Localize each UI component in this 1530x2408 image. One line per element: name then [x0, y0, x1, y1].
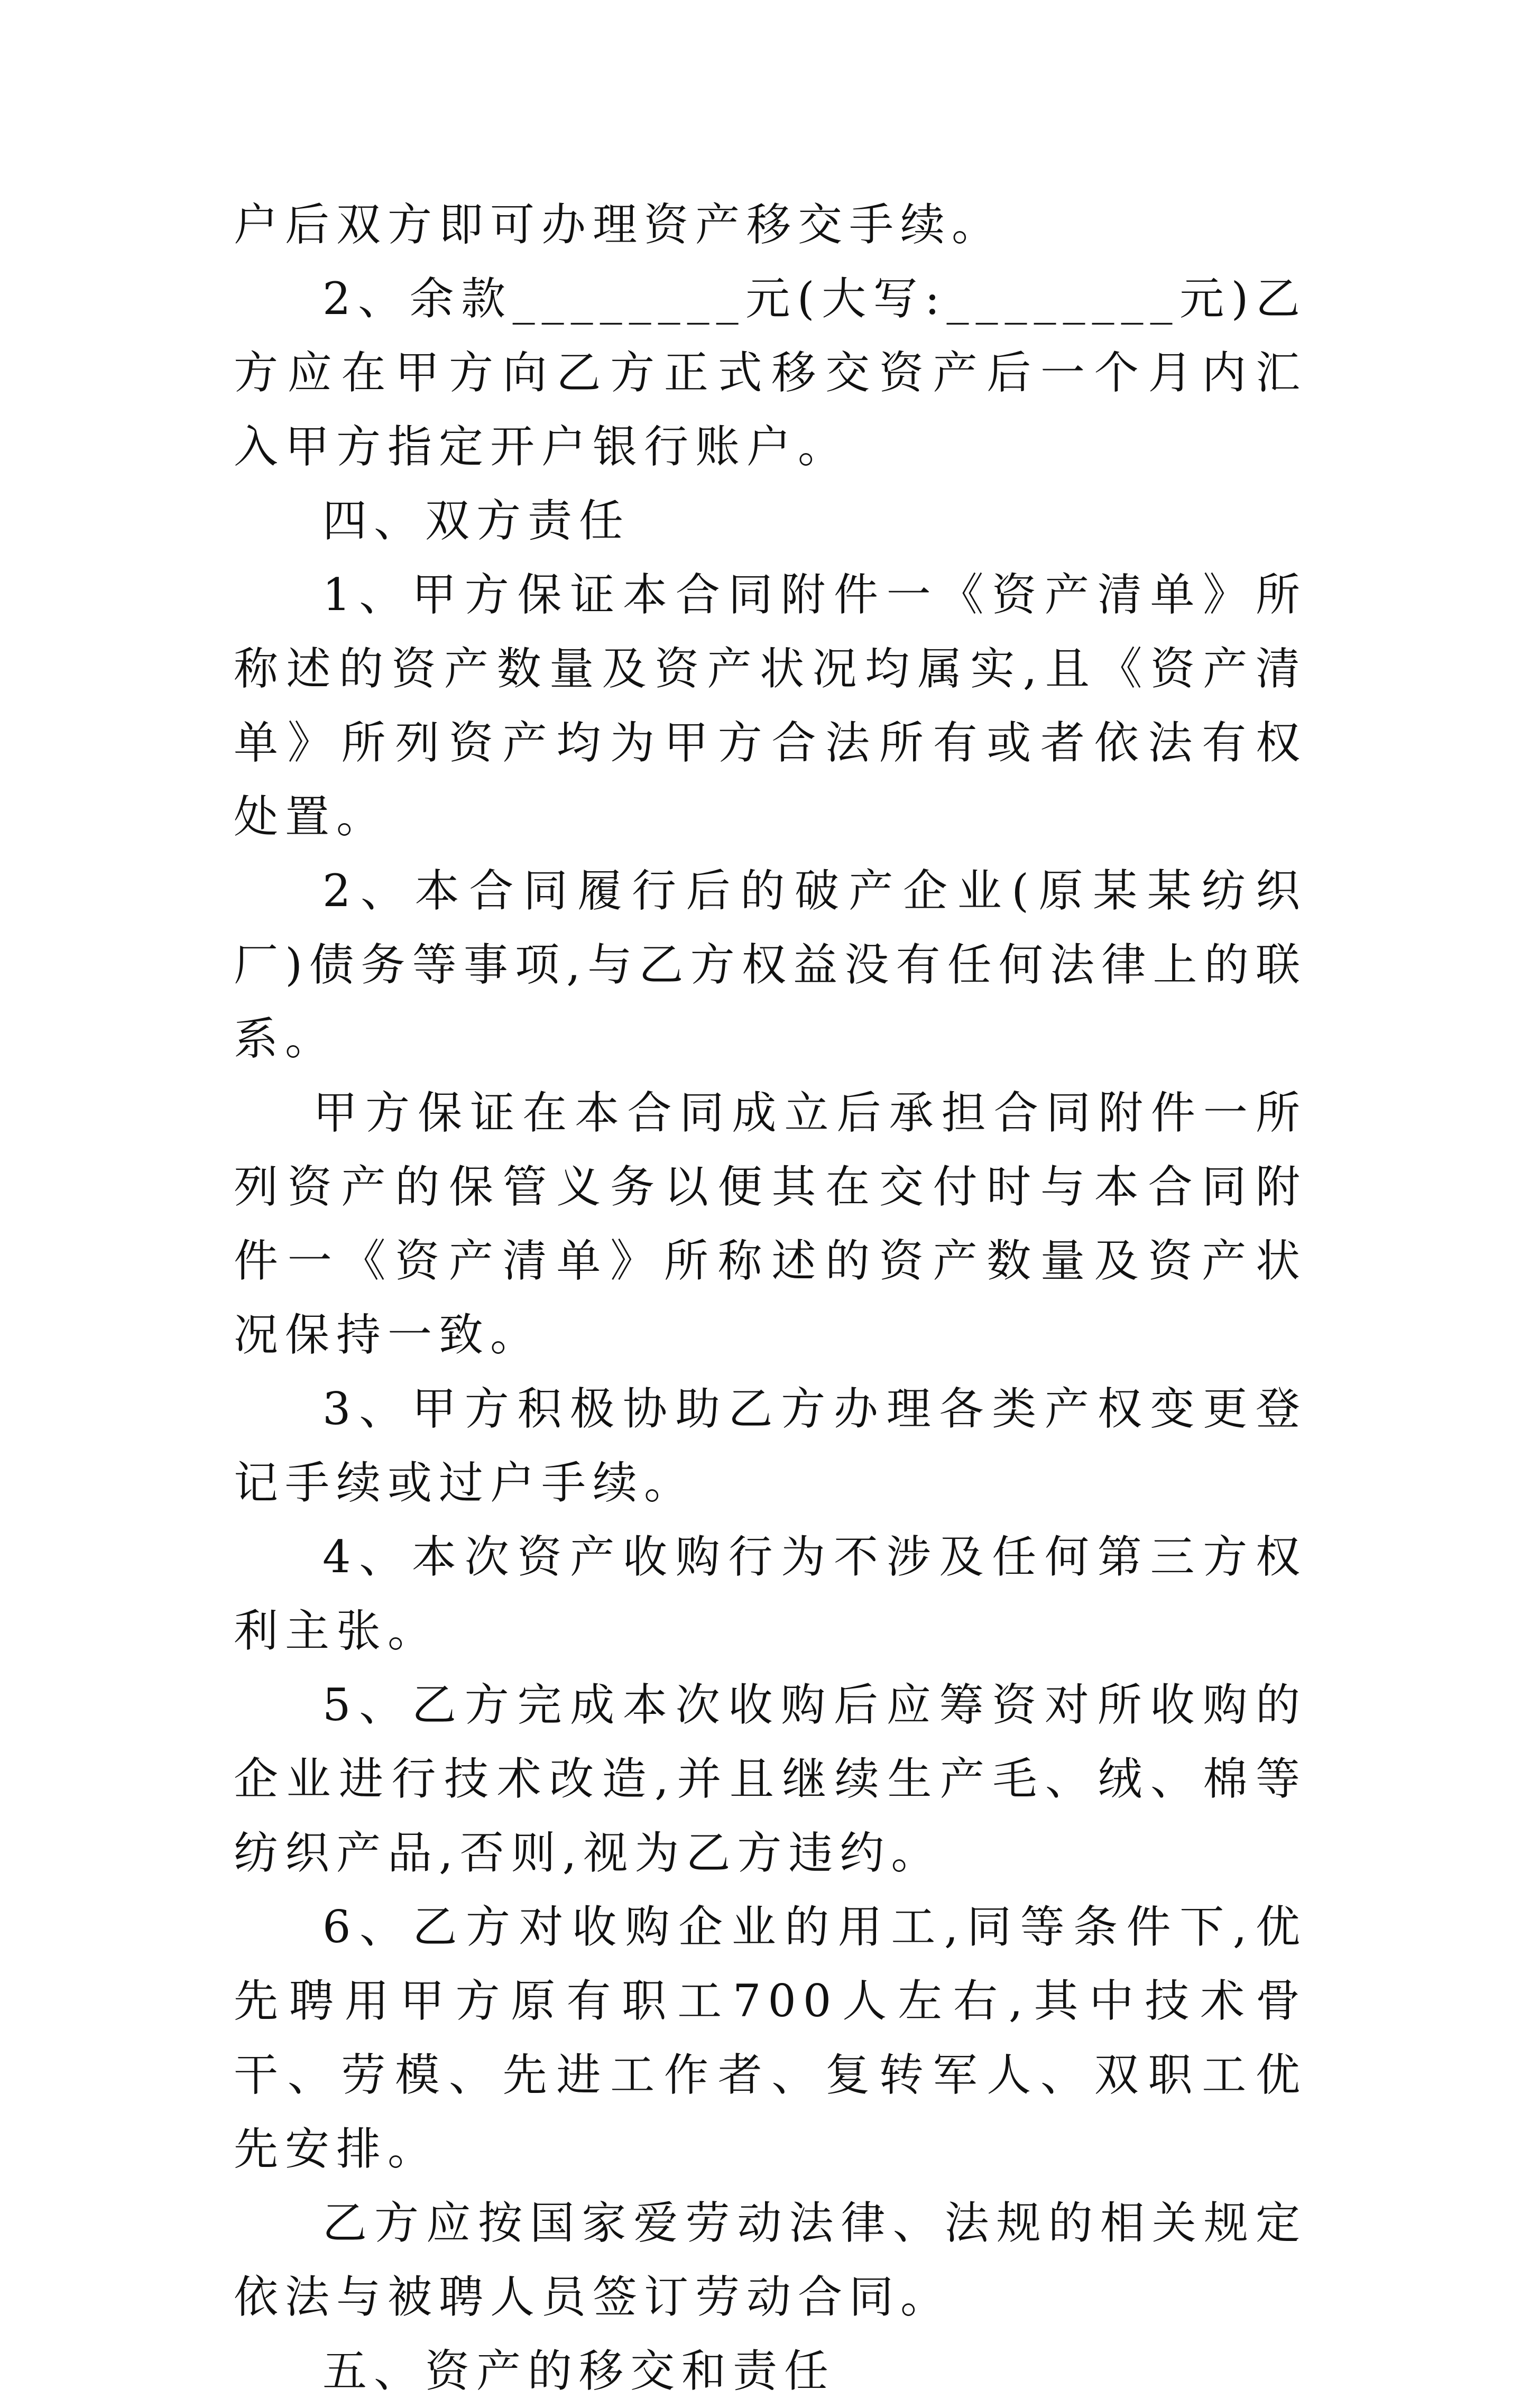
paragraph-clause-1: 1、甲方保证本合同附件一《资产清单》所称述的资产数量及资产状况均属实,且《资产清单》所列资产均为甲方合法所有或者依法有权处置。 — [234, 569, 1307, 843]
paragraph-balance-payment: 2、余款________元(大写:________元)乙方应在甲方向乙方正式移交资产后一个月内汇入甲方指定开户银行账户。 — [234, 273, 1307, 473]
paragraph-labor-contract: 乙方应按国家爱劳动法律、法规的相关规定依法与被聘人员签订劳动合同。 — [234, 2197, 1307, 2323]
paragraph-clause-6: 6、乙方对收购企业的用工,同等条件下,优先聘用甲方原有职工700人左右,其中技术骨干、劳模、先进工作者、复转军人、双职工优先安排。 — [234, 1901, 1307, 2175]
section-heading-asset-transfer: 五、资产的移交和责任 — [322, 2345, 836, 2397]
section-heading-responsibilities: 四、双方责任 — [322, 495, 631, 547]
paragraph-clause-5: 5、乙方完成本次收购后应筹资对所收购的企业进行技术改造,并且继续生产毛、绒、棉等纺织产品,否则,视为乙方违约。 — [234, 1679, 1307, 1879]
paragraph-clause-2: 2、本合同履行后的破产企业(原某某纺织厂)债务等事项,与乙方权益没有任何法律上的联系。 — [234, 865, 1307, 1065]
paragraph-custody-obligation: 甲方保证在本合同成立后承担合同附件一所列资产的保管义务以便其在交付时与本合同附件一《资产清单》所称述的资产数量及资产状况保持一致。 — [234, 1087, 1307, 1361]
paragraph-continuation: 户后双方即可办理资产移交手续。 — [234, 199, 1003, 251]
document-body — [234, 188, 1307, 2408]
paragraph-clause-4: 4、本次资产收购行为不涉及任何第三方权利主张。 — [234, 1531, 1307, 1657]
paragraph-clause-3: 3、甲方积极协助乙方办理各类产权变更登记手续或过户手续。 — [234, 1383, 1307, 1509]
